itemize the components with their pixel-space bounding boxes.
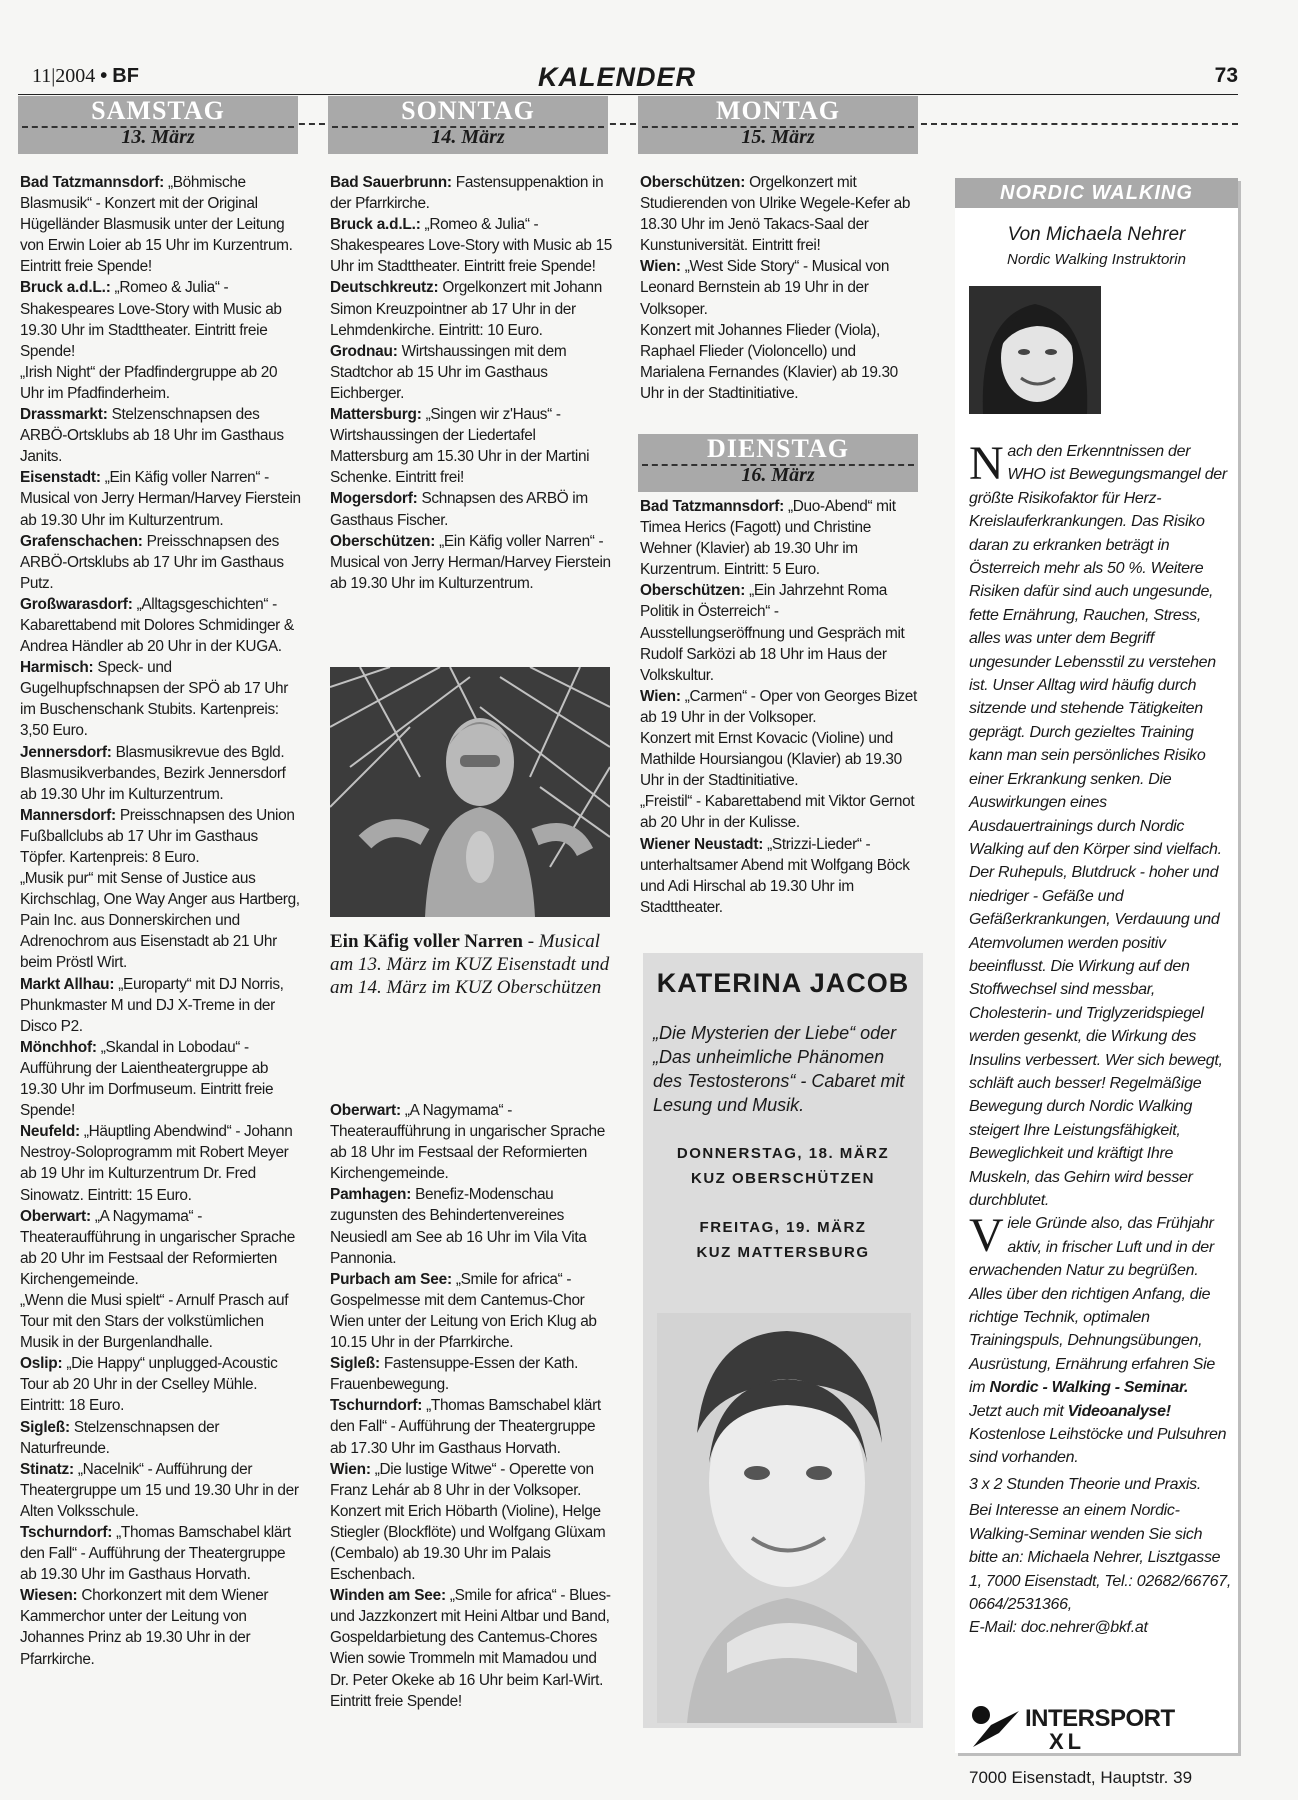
entry-place: Jennersdorf: xyxy=(20,743,112,761)
calendar-entry xyxy=(20,404,302,467)
entry-place: Mannersdorf: xyxy=(20,806,116,824)
entry-text: „Smile for africa“ - Blues- und Jazzkonzert mit Heini Altbar und Band, Gospeldarbietung des Cantemus-Chores Wien sowie Trommeln mit Mamadou und Dr. Peter Okeke ab 16 Uhr beim Karl-Wirt. Eintritt freie Spende! xyxy=(330,1587,611,1710)
entry-place: Oberschützen: xyxy=(640,582,746,600)
nordic-heading: NORDIC WALKING xyxy=(955,178,1238,208)
nordic-author: Von Michaela Nehrer xyxy=(1007,224,1186,245)
calendar-entry xyxy=(330,1100,612,1184)
calendar-entry xyxy=(20,362,302,404)
entry-place: Bruck a.d.L.: xyxy=(20,279,111,297)
calendar-entry xyxy=(330,341,612,404)
calendar-entry xyxy=(20,1585,302,1669)
entry-text: Chorkonzert mit dem Wiener Kammerchor unter der Leitung von Johannes Prinz ab 19.30 Uhr in der Pfarrkirche. xyxy=(20,1587,269,1668)
entry-place: Bad Tatzmannsdorf: xyxy=(640,498,785,515)
drop-cap: N xyxy=(969,437,1004,490)
calendar-entry xyxy=(20,868,302,973)
ad-title: KATERINA JACOB xyxy=(656,968,910,998)
calendar-entry xyxy=(20,594,302,657)
entry-place: Purbach am See: xyxy=(330,1270,452,1288)
nordic-paragraph-4: Kostenlose Leihstöcke und Pulsuhren sind vorhanden. xyxy=(969,1426,1227,1467)
nordic-walking-box xyxy=(955,178,1238,1787)
nordic-role: Nordic Walking Instruktorin xyxy=(1007,251,1186,268)
calendar-entry xyxy=(330,488,612,530)
calendar-entry xyxy=(20,1290,302,1353)
entry-text: Fastensuppenaktion in der Pfarrkirche. xyxy=(330,174,604,213)
calendar-entry xyxy=(330,1353,612,1395)
calendar-entry xyxy=(640,172,922,256)
day-date: 14. März xyxy=(431,126,505,148)
page xyxy=(18,60,1238,1787)
entry-place: Sigleß: xyxy=(20,1418,70,1436)
entry-text: „Irish Night“ der Pfadfindergruppe ab 20 Uhr im Pfadfinderheim. xyxy=(20,363,278,402)
nordic-email[interactable]: E-Mail: doc.nehrer@bkf.at xyxy=(969,1619,1148,1637)
musical-caption xyxy=(330,930,612,999)
paragraph-text: iele Gründe also, das Frühjahr aktiv, in frischer Luft und in der erwachenden Natur zu begrüßen. Alles über den richtigen Anfang, die richtige Technik, optimalen Trainingspuls, Dehnungsübungen, Ausrüstung, Ernährung erfahren Sie im xyxy=(969,1215,1215,1397)
calendar-entry xyxy=(330,1269,612,1353)
issue-number: 11|2004 xyxy=(32,65,96,87)
calendar-entry xyxy=(330,1501,612,1585)
calendar-entry xyxy=(640,834,922,918)
drop-cap: V xyxy=(969,1209,1004,1263)
caption-text: - Musical am 13. März im KUZ Eisenstadt und am 14. März im KUZ Oberschützen xyxy=(330,931,610,998)
entry-text: Speck- und Gugelhupfschnapsen der SPÖ ab 17 Uhr im Buschenschank Stubits. Kartenpreis: 3,50 Euro. xyxy=(20,659,289,740)
dienstag-column xyxy=(640,496,922,918)
entry-text: Wirtshaussingen mit dem Stadtchor ab 15 Uhr im Gasthaus Eichberger. xyxy=(330,342,567,402)
calendar-entry xyxy=(20,974,302,1037)
entry-place: Markt Allhau: xyxy=(20,975,115,993)
entry-text: Benefiz-Modenschau zugunsten des Behindertenvereines Neusiedl am See ab 16 Uhr im Vila Vita Pannonia. xyxy=(330,1186,587,1267)
calendar-entry xyxy=(20,742,302,805)
calendar-entry xyxy=(20,657,302,741)
entry-place: Wiesen: xyxy=(20,1587,78,1605)
calendar-entry xyxy=(330,531,612,594)
entry-text: „West Side Story“ - Musical von Leonard Bernstein ab 19 Uhr in der Volksoper. xyxy=(640,258,890,318)
calendar-entry xyxy=(330,172,612,214)
entry-text: Preisschnapsen des ARBÖ-Ortsklubs ab 17 Uhr im Gasthaus Putz. xyxy=(20,532,284,592)
page-header xyxy=(18,60,1238,95)
entry-place: Pamhagen: xyxy=(330,1186,412,1204)
entry-place: Tschurndorf: xyxy=(20,1524,113,1541)
calendar-entry xyxy=(640,256,922,319)
calendar-entry xyxy=(20,1417,302,1459)
entry-place: Grodnau: xyxy=(330,342,398,360)
day-banner-sonntag xyxy=(328,96,608,154)
entry-text: Orgelkonzert mit Johann Simon Kreuzpointner ab 17 Uhr in der Lehmdenkirche. Eintritt: 10 Euro. xyxy=(330,279,602,339)
entry-text: Stelzenschnapsen des ARBÖ-Ortsklubs ab 18 Uhr im Gasthaus Janits. xyxy=(20,406,284,466)
entry-place: Wien: xyxy=(640,687,681,705)
samstag-column xyxy=(20,172,302,1670)
entry-place: Oberwart: xyxy=(20,1207,91,1225)
entry-place: Mogersdorf: xyxy=(330,490,418,508)
entry-text: Blasmusikrevue des Bgld. Blasmusikverbandes, Bezirk Jennersdorf ab 19.30 Uhr im Kulturzentrum. xyxy=(20,743,286,803)
entry-text: „Duo-Abend“ mit Timea Herics (Fagott) und Christine Wehner (Klavier) ab 19.30 Uhr im Kurzentrum. Eintritt: 5 Euro. xyxy=(640,498,896,579)
entry-place: Wiener Neustadt: xyxy=(640,835,764,853)
entry-place: Drassmarkt: xyxy=(20,406,108,424)
nordic-contact: Bei Interesse an einem Nordic-Walking-Seminar wenden Sie sich bitte an: Michaela Nehrer, Lisztgasse 1, 7000 Eisenstadt, Tel.: 02682/66767, 0664/2531366, xyxy=(969,1502,1231,1613)
sonntag-column-continued xyxy=(330,1100,612,1712)
event-place: KUZ OBERSCHÜTZEN xyxy=(691,1170,875,1187)
calendar-entry xyxy=(20,1121,302,1205)
paragraph-text: Jetzt auch mit xyxy=(969,1402,1068,1420)
nordic-paragraph-2 xyxy=(969,1209,1231,1399)
calendar-entry xyxy=(20,531,302,594)
day-banner-samstag xyxy=(18,96,298,154)
entry-text: Preisschnapsen des Union Fußballclubs ab 17 Uhr im Gasthaus Töpfer. Kartenpreis: 8 Euro. xyxy=(20,806,295,866)
sonntag-column xyxy=(330,172,612,594)
day-name: MONTAG xyxy=(716,96,840,125)
ad-event-2 xyxy=(643,1215,923,1265)
entry-text: „Alltagsgeschichten“ - Kabarettabend mit Dolores Schmidinger & Andrea Händler ab 20 Uhr in der KUGA. xyxy=(20,595,294,656)
entry-text: Orgelkonzert mit Studierenden von Ulrike Wegele-Kefer ab 18.30 Uhr im Jenö Takacs-Saal der Kunstuniversität. Eintritt frei! xyxy=(640,174,911,255)
calendar-entry xyxy=(20,467,302,530)
entry-text: „Europarty“ mit DJ Norris, Phunkmaster M und DJ X-Treme in der Disco P2. xyxy=(20,975,284,1035)
day-banner-dienstag xyxy=(638,434,918,492)
calendar-entry xyxy=(330,1395,612,1458)
store-address: 7000 Eisenstadt, Hauptstr. 39 xyxy=(969,1768,1193,1787)
video-highlight: Videoanalyse! xyxy=(1067,1402,1171,1420)
entry-place: Neufeld: xyxy=(20,1123,80,1141)
calendar-entry xyxy=(640,791,922,833)
ad-subtitle: „Die Mysterien der Liebe“ oder „Das unheimliche Phänomen des Testosterons“ - Cabaret mit Lesung und Musik. xyxy=(653,1023,905,1115)
entry-text: „Smile for africa“ - Gospelmesse mit dem Cantemus-Chor Wien unter der Leitung von Erich Klug ab 10.15 Uhr in der Pfarrkirche. xyxy=(330,1270,597,1352)
entry-place: Mattersburg: xyxy=(330,406,422,424)
calendar-entry xyxy=(20,1459,302,1522)
logo-xl: XL xyxy=(1049,1729,1086,1754)
calendar-entry xyxy=(330,277,612,340)
event-date: FREITAG, 19. MÄRZ xyxy=(699,1219,867,1236)
page-number: 73 xyxy=(1214,64,1238,87)
entry-text: „A Nagymama“ - Theateraufführung in ungarischer Sprache ab 20 Uhr im Festsaal der Reformierten Kirchengemeinde. xyxy=(20,1207,295,1288)
entry-place: Wien: xyxy=(640,258,681,276)
entry-text: „Musik pur“ mit Sense of Justice aus Kirchschlag, One Way Anger aus Hartberg, Pain Inc. aus Donnerskirchen und Adrenochrom aus Eisenstadt ab 21 Uhr beim Pröstl Wirt. xyxy=(20,870,300,972)
logo-wordmark: INTERSPORT xyxy=(1025,1705,1175,1732)
montag-column xyxy=(640,172,922,404)
entry-text: „Romeo & Julia“ - Shakespeares Love-Story with Music ab 19.30 Uhr im Stadttheater. Eintritt freie Spende! xyxy=(20,279,282,360)
entry-text: „Böhmische Blasmusik“ - Konzert mit der Original Hügelländer Blasmusik unter der Leitung von Erwin Loier ab 15 Uhr im Kurzentrum. Eintritt freie Spende! xyxy=(20,174,293,276)
nordic-paragraph-5: 3 x 2 Stunden Theorie und Praxis. xyxy=(969,1475,1202,1493)
entry-text: Konzert mit Johannes Flieder (Viola), Raphael Flieder (Violoncello) und Marialena Fernandes (Klavier) ab 19.30 Uhr in der Stadtinitiative. xyxy=(640,321,898,402)
nordic-paragraph-3 xyxy=(969,1400,1231,1423)
entry-place: Bruck a.d.L.: xyxy=(330,216,421,234)
entry-place: Winden am See: xyxy=(330,1587,446,1605)
entry-place: Tschurndorf: xyxy=(330,1397,423,1415)
section-title: KALENDER xyxy=(538,62,697,92)
calendar-entry xyxy=(640,496,922,580)
entry-place: Oberschützen: xyxy=(330,532,436,550)
author-portrait xyxy=(969,286,1101,414)
entry-text: „A Nagymama“ - Theateraufführung in ungarischer Sprache ab 18 Uhr im Festsaal der Reformierten Kirchengemeinde. xyxy=(330,1102,605,1183)
day-date: 16. März xyxy=(741,464,815,486)
entry-place: Großwarasdorf: xyxy=(20,595,133,613)
intersport-logo xyxy=(969,1703,1231,1754)
entry-place: Harmisch: xyxy=(20,659,94,677)
entry-text: Fastensuppe-Essen der Kath. Frauenbewegung. xyxy=(330,1355,579,1394)
entry-text: Stelzenschnapsen der Naturfreunde. xyxy=(20,1418,220,1457)
entry-text: „Ein Käfig voller Narren“ - Musical von Jerry Herman/Harvey Fierstein ab 19.30 Uhr im Kulturzentrum. xyxy=(330,532,611,592)
day-name: SAMSTAG xyxy=(91,96,225,125)
issue-label xyxy=(32,65,139,88)
brand-label: BF xyxy=(112,65,139,87)
entry-text: „Ein Käfig voller Narren“ - Musical von Jerry Herman/Harvey Fierstein ab 19.30 Uhr im Kulturzentrum. xyxy=(20,469,301,529)
calendar-entry xyxy=(20,1037,302,1121)
musical-photo xyxy=(330,667,610,917)
entry-place: Wien: xyxy=(330,1460,371,1478)
event-date: DONNERSTAG, 18. MÄRZ xyxy=(676,1145,890,1162)
entry-text: „Thomas Bamschabel klärt den Fall“ - Aufführung der Theatergruppe ab 19.30 Uhr im Gasthaus Horvath. xyxy=(20,1524,291,1584)
entry-text: „Thomas Bamschabel klärt den Fall“ - Aufführung der Theatergruppe ab 17.30 Uhr im Gasthaus Horvath. xyxy=(330,1397,601,1457)
nordic-paragraph-1 xyxy=(969,437,1231,1212)
entry-text: „Freistil“ - Kabarettabend mit Viktor Gernot ab 20 Uhr in der Kulisse. xyxy=(640,793,915,832)
entry-place: Oberwart: xyxy=(330,1102,401,1119)
calendar-entry xyxy=(20,172,302,277)
entry-place: Mönchhof: xyxy=(20,1038,97,1056)
entry-place: Deutschkreutz: xyxy=(330,279,439,297)
calendar-entry xyxy=(640,580,922,685)
calendar-entry xyxy=(20,277,302,361)
ad-event-1 xyxy=(643,1141,923,1191)
intersport-swoosh-icon xyxy=(969,1703,1023,1749)
entry-place: Stinatz: xyxy=(20,1460,74,1478)
calendar-entry xyxy=(330,1184,612,1268)
katerina-portrait xyxy=(657,1313,911,1723)
calendar-entry xyxy=(330,1459,612,1501)
entry-text: „Nacelnik“ - Aufführung der Theatergruppe um 15 und 19.30 Uhr in der Alten Volksschule. xyxy=(20,1460,299,1520)
issue-bullet: • xyxy=(100,65,108,87)
calendar-entry xyxy=(20,805,302,868)
entry-place: Oslip: xyxy=(20,1355,63,1373)
entry-place: Sigleß: xyxy=(330,1355,380,1373)
day-date: 15. März xyxy=(741,126,815,148)
entry-text: „Die lustige Witwe“ - Operette von Franz Lehár ab 8 Uhr in der Volksoper. xyxy=(330,1460,594,1499)
entry-text: Schnapsen des ARBÖ im Gasthaus Fischer. xyxy=(330,490,588,529)
entry-text: „Wenn die Musi spielt“ - Arnulf Prasch auf Tour mit den Stars der volkstümlichen Musik in der Burgenlandhalle. xyxy=(20,1291,289,1352)
day-date: 13. März xyxy=(121,126,195,148)
event-place: KUZ MATTERSBURG xyxy=(696,1244,870,1261)
caption-title: Ein Käfig voller Narren xyxy=(330,931,523,952)
katerina-jacob-ad xyxy=(643,953,923,1728)
nordic-article xyxy=(969,437,1231,1640)
entry-text: „Strizzi-Lieder“ - unterhaltsamer Abend mit Wolfgang Böck und Adi Hirschal ab 19.30 Uhr im Stadttheater. xyxy=(640,835,910,916)
entry-place: Bad Sauerbrunn: xyxy=(330,174,452,191)
entry-place: Eisenstadt: xyxy=(20,469,101,487)
calendar-entry xyxy=(20,1353,302,1416)
calendar-entry xyxy=(640,686,922,728)
entry-text: Konzert mit Ernst Kovacic (Violine) und Mathilde Hoursiangou (Klavier) ab 19.30 Uhr in der Stadtinitiative. xyxy=(640,730,902,790)
entry-text: „Singen wir z'Haus“ - Wirtshaussingen der Liedertafel Mattersburg am 15.30 Uhr in der Martini Schenke. Eintritt frei! xyxy=(330,406,590,487)
calendar-entry xyxy=(330,404,612,488)
calendar-entry xyxy=(640,728,922,791)
day-name: DIENSTAG xyxy=(707,434,849,463)
entry-text: „Die Happy“ unplugged-Acoustic Tour ab 20 Uhr in der Cselley Mühle. Eintritt: 18 Euro. xyxy=(20,1355,278,1415)
day-name: SONNTAG xyxy=(401,96,535,125)
calendar-entry xyxy=(330,1585,612,1712)
entry-place: Grafenschachen: xyxy=(20,532,143,550)
paragraph-text: ach den Erkenntnissen der WHO ist Bewegungsmangel der größte Risikofaktor für Herz-Kreislauferkrankungen. Das Risiko daran zu erkranken beträgt in Österreich mehr als 50 %. Weitere Risiken dafür sind auch ungesunde, fette Ernährung, Rauchen, Stress, alles was unter dem Begriff ungesunder Lebensstil zu verstehen ist. Unser Alltag wird häufig durch sitzende und stehende Tätigkeiten geprägt. Durch gezieltes Training kann man sein persönliches Risiko einer Erkrankung senken. Die Auswirkungen eines Ausdauertrainings durch Nordic Walking auf den Körper sind vielfach. Der Ruhepuls, Blutdruck - hoher und niedriger - Gefäße und Gefäßerkrankungen, Verdauung und Atemvolumen werden positiv beeinflusst. Die Wirkung auf den Stoffwechsel sind messbar, Cholesterin- und Triglyzeridspiegel werden gesenkt, die Wirkung des Insulins verbessert. Wer sich bewegt, schläft auch besser! Regelmäßige Bewegung durch Nordic Walking steigert Ihre Leistungsfähigkeit, Beweglichkeit und kräftigt Ihre Muskeln, das Gehirn wird besser durchblutet. xyxy=(969,443,1227,1209)
seminar-name: Nordic - Walking - Seminar. xyxy=(989,1379,1189,1397)
entry-text: „Ein Jahrzehnt Roma Politik in Österreich“ - Ausstellungseröffnung und Gespräch mit Rudolf Sarközi ab 18 Uhr im Haus der Volkskultur. xyxy=(640,582,905,684)
entry-text: Konzert mit Erich Höbarth (Violine), Helge Stiegler (Blockflöte) und Wolfgang Glüxam (Cembalo) ab 19.30 Uhr im Palais Eschenbach. xyxy=(330,1502,606,1584)
entry-text: „Romeo & Julia“ - Shakespeares Love-Story with Music ab 15 Uhr im Stadttheater. Eintritt freie Spende! xyxy=(330,216,612,276)
day-banner-montag xyxy=(638,96,918,154)
calendar-entry xyxy=(20,1522,302,1585)
entry-place: Oberschützen: xyxy=(640,174,746,191)
entry-place: Bad Tatzmannsdorf: xyxy=(20,174,165,191)
entry-text: „Carmen“ - Oper von Georges Bizet ab 19 Uhr in der Volksoper. xyxy=(640,687,917,726)
entry-text: „Häuptling Abendwind“ - Johann Nestroy-Soloprogramm mit Robert Meyer ab 19 Uhr im Kulturzentrum Dr. Fred Sinowatz. Eintritt: 15 Euro. xyxy=(20,1123,293,1204)
calendar-entry xyxy=(20,1206,302,1290)
calendar-entry xyxy=(330,214,612,277)
calendar-entry xyxy=(640,320,922,404)
entry-text: „Skandal in Lobodau“ - Aufführung der Laientheatergruppe ab 19.30 Uhr im Dorfmuseum. Eintritt freie Spende! xyxy=(20,1038,274,1120)
